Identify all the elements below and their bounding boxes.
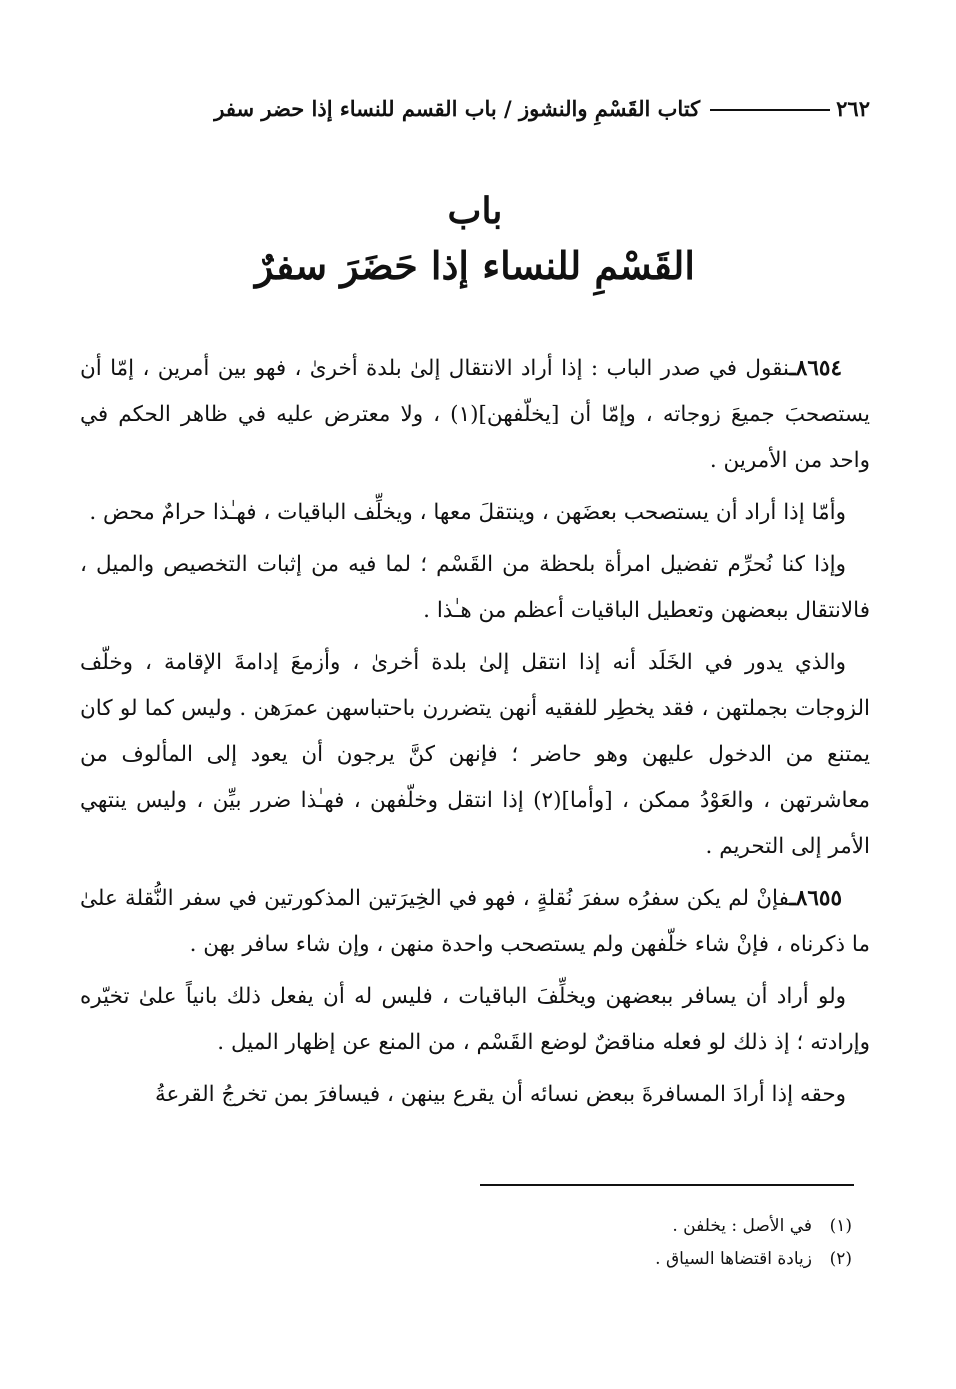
chapter-heading [80, 185, 870, 295]
body-text [80, 346, 870, 1124]
paragraph-number: ٨٦٥٤ـ [789, 356, 842, 381]
paragraph-text: فإنْ لم يكن سفرُه سفرَ نُقلةٍ ، فهو في الخِيرَتين المذكورتين في سفر النُّقلة علىٰ ما ذكرناه ، فإنْ شاء خلّفهن ولم يستصحب واحدة منهن ، وإن شاء سافر بهن . [80, 886, 870, 957]
footnote-rule [480, 1184, 854, 1186]
chapter-title: القَسْمِ للنساء إذا حَضَرَ سفرٌ [255, 243, 695, 288]
running-title: كتاب القَسْمِ والنشوز / باب القسم للنساء إذا حضر سفر [214, 95, 701, 121]
paragraph [80, 974, 870, 1066]
paragraph [80, 346, 870, 484]
paragraph-text: نقول في صدر الباب : إذا أراد الانتقال إلىٰ بلدة أخرىٰ ، فهو بين أمرين ، إمّا أن يستصحبَ جميعَ زوجاته ، وإمّا أن [يخلّفهن](١) ، ولا معترض عليه في ظاهر الحكم في واحد من الأمرين . [80, 356, 871, 473]
paragraph [80, 1072, 870, 1118]
paragraph-text: وإذا كنا نُحرِّم تفضيل امرأة بلحظة من القَسْم ؛ لما فيه من إثبات التخصيص والميل ، فالانتقال ببعضهن وتعطيل الباقيات أعظم من هـٰذا . [80, 552, 870, 623]
running-header [80, 88, 870, 128]
paragraph [80, 490, 870, 536]
footnote-number: (٢) [829, 1249, 852, 1269]
paragraph [80, 640, 870, 870]
page-number: ٢٦٢ [836, 95, 870, 121]
footnote [80, 1243, 870, 1276]
paragraph [80, 876, 870, 968]
footnote [80, 1210, 870, 1243]
chapter-label: باب [447, 190, 503, 232]
footnote-text: في الأصل : يخلفن . [672, 1216, 812, 1236]
paragraph-text: ولو أراد أن يسافر ببعضهن ويخلِّفَ الباقيات ، فليس له أن يفعل ذلك بانياً علىٰ تخيّره وإرادته ؛ إذ ذلك لو فعله مناقضٌ لوضع القَسْم ، من المنع عن إظهار الميل . [80, 984, 870, 1055]
paragraph-text: وحقه إذا أرادَ المسافرةَ ببعض نسائه أن يقرع بينهن ، فيسافرَ بمن تخرجُ القرعةُ [155, 1082, 846, 1107]
footnote-text: زيادة اقتضاها السياق . [655, 1249, 812, 1269]
paragraph [80, 542, 870, 634]
paragraph-number: ٨٦٥٥ـ [789, 886, 842, 911]
header-rule [710, 109, 830, 111]
paragraph-text: وأمّا إذا أراد أن يستصحب بعضَهن ، وينتقلَ معها ، ويخلِّف الباقيات ، فهـٰذا حرامٌ محض . [89, 500, 846, 525]
paragraph-text: والذي يدور في الخَلَد أنه إذا انتقل إلىٰ بلدة أخرىٰ ، وأزمعَ إدامةَ الإقامة ، وخلّف الزوجات بجملتهن ، فقد يخطِر للفقيه أنهن يتضررن باحتباسهن عمرَهن . وليس كما لو كان يمتنع من الدخول عليهن وهو حاضر ؛ فإنهن كنَّ يرجون أن يعود إلى المألوف من معاشرتهن ، والعَوْدُ ممكن ، [وأما](٢) إذا انتقل وخلّفهن ، فهـٰذا ضرر بيِّن ، وليس ينتهي الأمر إلى التحريم . [80, 650, 870, 859]
footnotes [80, 1210, 870, 1276]
footnote-number: (١) [829, 1216, 852, 1236]
